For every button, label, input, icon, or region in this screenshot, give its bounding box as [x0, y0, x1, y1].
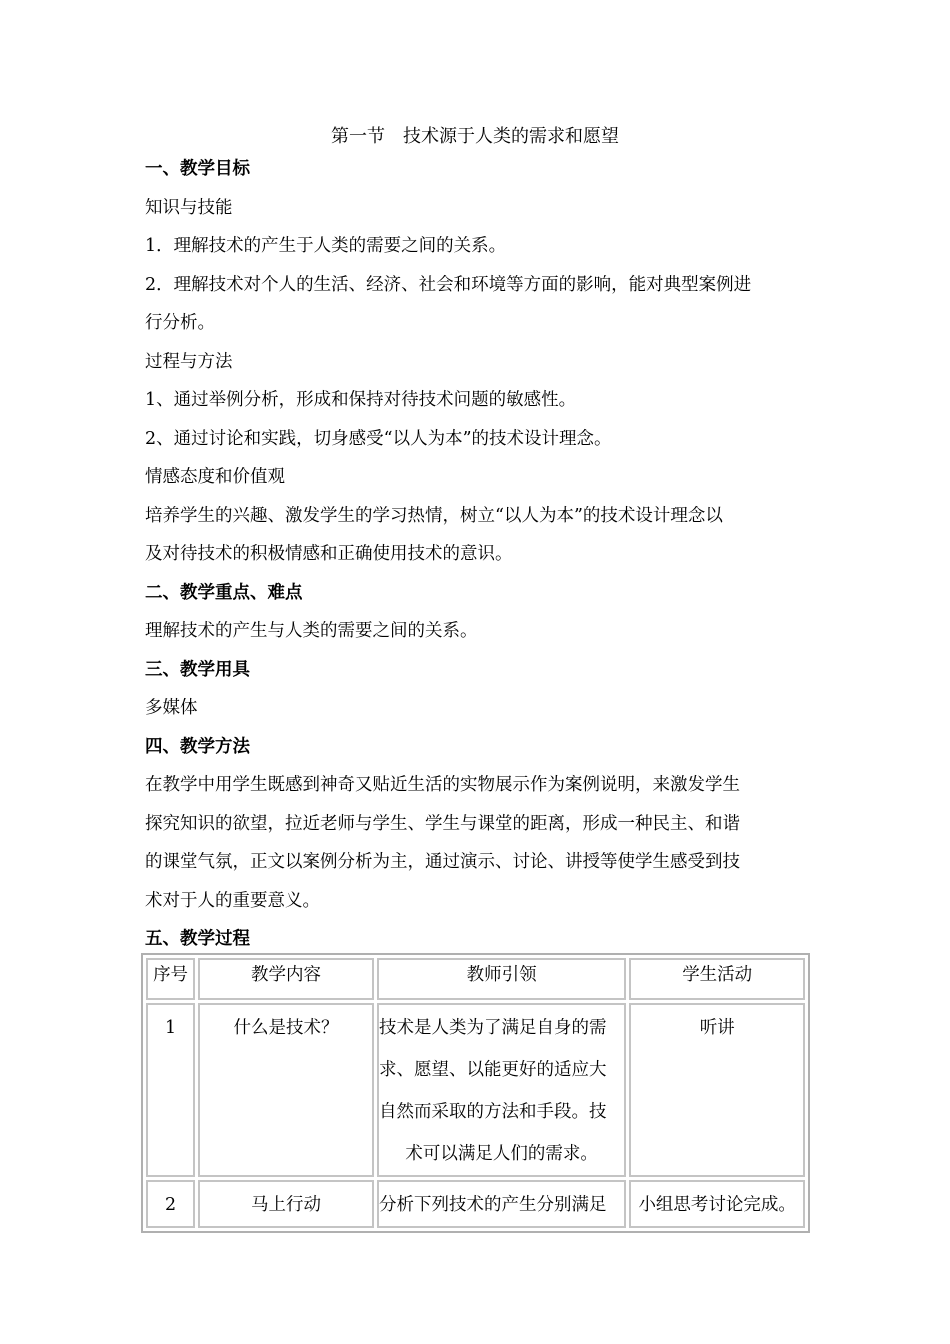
section-heading-objectives: 一、教学目标: [145, 159, 250, 179]
subheading-process-method: 过程与方法: [145, 351, 233, 372]
section-heading-key-points: 二、教学重点、难点: [145, 582, 303, 603]
row-teacher-guidance: [377, 1003, 626, 1177]
teacher-guidance-line: 术可以满足人们的需求。: [405, 1144, 598, 1164]
column-header-student: 学生活动: [629, 958, 805, 1000]
section-heading-methods: 四、教学方法: [145, 736, 250, 757]
column-header-number: 序号: [146, 958, 195, 1000]
table-header-row: [146, 958, 805, 1000]
row-student-activity: 听讲: [629, 1003, 805, 1177]
row-content: 马上行动: [198, 1180, 374, 1228]
section-heading-tools: 三、教学用具: [145, 659, 250, 680]
knowledge-item-2-line-2: 行分析。: [145, 313, 215, 333]
table-row: [146, 1180, 805, 1228]
subheading-knowledge-skills: 知识与技能: [145, 197, 233, 218]
subheading-emotion-values: 情感态度和价值观: [145, 467, 285, 487]
tools-text: 多媒体: [145, 698, 198, 718]
process-item-1: 1、通过举例分析，形成和保持对待技术问题的敏感性。: [145, 390, 577, 410]
methods-text-line-1: 在教学中用学生既感到神奇又贴近生活的实物展示作为案例说明，来激发学生: [145, 775, 740, 795]
process-item-2: 2、通过讨论和实践，切身感受“以人为本”的技术设计理念。: [145, 428, 612, 449]
row-student-activity: 小组思考讨论完成。: [629, 1180, 805, 1228]
teaching-process-table: [141, 953, 810, 1233]
row-teacher-guidance: [377, 1180, 626, 1228]
key-points-text: 理解技术的产生与人类的需要之间的关系。: [145, 621, 478, 641]
teacher-guidance-line: 分析下列技术的产生分别满足: [378, 1195, 607, 1215]
row-number: 2: [146, 1180, 195, 1228]
knowledge-item-1: 1．理解技术的产生于人类的需要之间的关系。: [145, 236, 507, 256]
row-number: 1: [146, 1003, 195, 1177]
column-header-content: 教学内容: [198, 958, 374, 1000]
table-row: [146, 1003, 805, 1177]
methods-text-line-2: 探究知识的欲望，拉近老师与学生、学生与课堂的距离，形成一种民主、和谐: [145, 813, 740, 834]
emotion-text-line-1: 培养学生的兴趣、激发学生的学习热情，树立“以人为本”的技术设计理念以: [145, 505, 723, 526]
teacher-guidance-line: 求、愿望、以能更好的适应大: [378, 1060, 607, 1080]
section-heading-process: 五、教学过程: [145, 929, 250, 949]
methods-text-line-3: 的课堂气氛，正文以案例分析为主，通过演示、讨论、讲授等使学生感受到技: [145, 852, 740, 872]
page-title: 第一节 技术源于人类的需求和愿望: [331, 126, 619, 147]
column-header-teacher: 教师引领: [377, 958, 626, 1000]
knowledge-item-2-line-1: 2．理解技术对个人的生活、经济、社会和环境等方面的影响，能对典型案例进: [145, 274, 752, 295]
methods-text-line-4: 术对于人的重要意义。: [145, 890, 320, 911]
document-body: [145, 150, 810, 959]
teacher-guidance-line: 自然而采取的方法和手段。技: [378, 1102, 607, 1122]
row-content: 什么是技术？: [198, 1003, 374, 1177]
teacher-guidance-line: 技术是人类为了满足自身的需: [378, 1018, 607, 1038]
emotion-text-line-2: 及对待技术的积极情感和正确使用技术的意识。: [145, 544, 513, 564]
